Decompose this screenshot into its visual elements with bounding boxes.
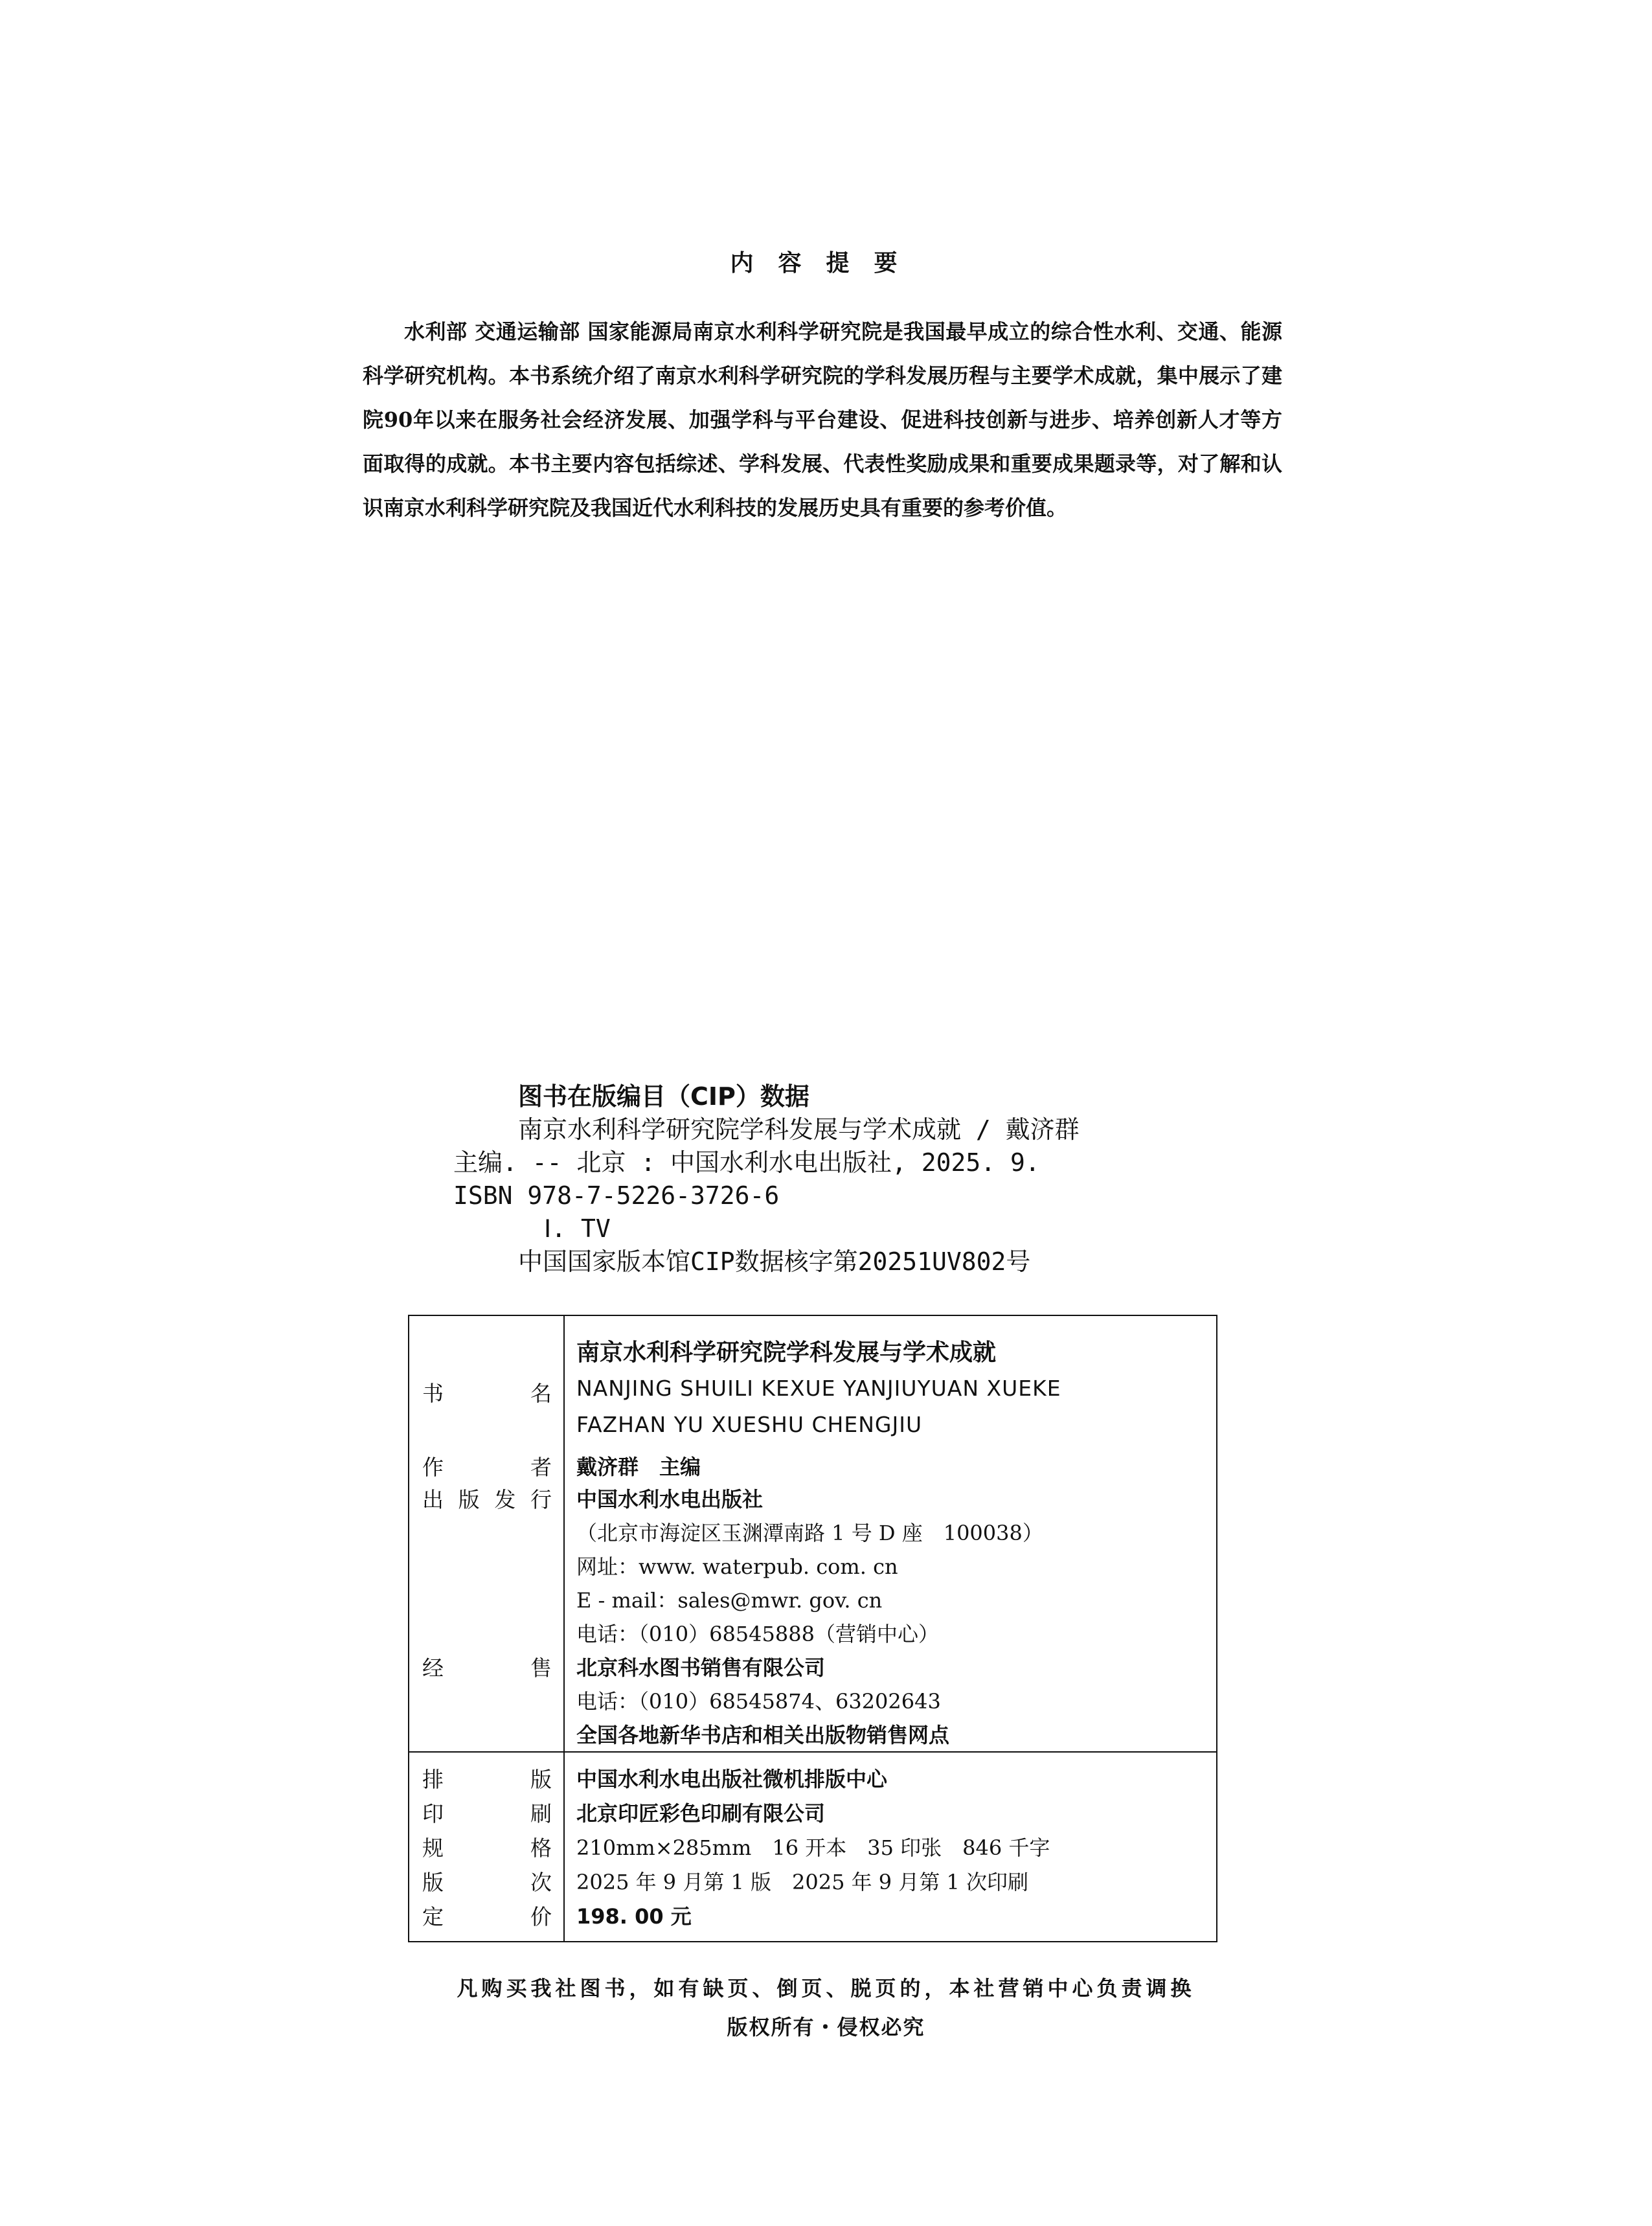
table-divider-horizontal xyxy=(409,1751,1216,1753)
label-edition: 版 次 xyxy=(422,1870,552,1895)
phone: 电话：（010）68545888（营销中心） xyxy=(576,1622,939,1646)
distributor-phone: 电话：（010）68545874、63202643 xyxy=(576,1689,941,1714)
cip-line-3: ISBN 978-7-5226-3726-6 xyxy=(453,1181,780,1210)
distributor-network: 全国各地新华书店和相关出版物销售网点 xyxy=(576,1723,950,1747)
footer-rights: 版权所有・侵权必究 xyxy=(727,2015,925,2039)
book-name-cn: 南京水利科学研究院学科发展与学术成就 xyxy=(576,1339,997,1366)
cip-block xyxy=(453,1080,1230,1278)
label-printing: 印 刷 xyxy=(422,1801,552,1826)
cip-line-5: 中国国家版本馆CIP数据核字第20251UV802号 xyxy=(518,1247,1031,1276)
label-typesetting: 排 版 xyxy=(422,1767,552,1792)
book-name-en-1: NANJING SHUILI KEXUE YANJIUYUAN XUEKE xyxy=(576,1376,1061,1401)
label-distributor: 经 售 xyxy=(422,1655,552,1681)
price-value: 198. 00 元 xyxy=(576,1904,692,1929)
typesetting-value: 中国水利水电出版社微机排版中心 xyxy=(576,1767,888,1791)
distributor-value: 北京科水图书销售有限公司 xyxy=(576,1655,826,1680)
label-author: 作 者 xyxy=(422,1455,552,1480)
summary-title: 内容提要 xyxy=(730,250,922,277)
label-book-name: 书 名 xyxy=(422,1381,552,1406)
printing-value: 北京印匠彩色印刷有限公司 xyxy=(576,1801,826,1826)
book-name-en-2: FAZHAN YU XUESHU CHENGJIU xyxy=(576,1412,923,1437)
edition-value: 2025 年 9 月第 1 版 2025 年 9 月第 1 次印刷 xyxy=(576,1870,1029,1894)
spec-value: 210mm×285mm 16 开本 35 印张 846 千字 xyxy=(576,1835,1050,1860)
publisher-address: （北京市海淀区玉渊潭南路 1 号 D 座 100038） xyxy=(576,1521,1043,1545)
cip-line-1: 南京水利科学研究院学科发展与学术成就 / 戴济群 xyxy=(518,1115,1080,1144)
summary-body xyxy=(363,310,1282,530)
website: 网址：www. waterpub. com. cn xyxy=(576,1554,898,1579)
publisher-value: 中国水利水电出版社 xyxy=(576,1487,764,1512)
email: E - mail：sales@mwr. gov. cn xyxy=(576,1588,883,1613)
table-divider-vertical xyxy=(563,1316,565,1941)
author-value: 戴济群 主编 xyxy=(576,1455,701,1479)
label-publisher: 出 版 发 行 xyxy=(422,1487,552,1512)
label-price: 定 价 xyxy=(422,1904,552,1929)
footer-note: 凡购买我社图书，如有缺页、倒页、脱页的，本社营销中心负责调换 xyxy=(457,1976,1195,2001)
summary-paragraph: 水利部 交通运输部 国家能源局南京水利科学研究院是我国最早成立的综合性水利、交通、能源科学研究机构。本书系统介绍了南京水利科学研究院的学科发展历程与主要学术成就，集中展示了建院90年以来在服务社会经济发展、加强学科与平台建设、促进科技创新与进步、培养创新人才等方面取得的成就。本书主要内容包括综述、学科发展、代表性奖励成果和重要成果题录等，对了解和认识南京水利科学研究院及我国近代水利科技的发展历史具有重要的参考价值。 xyxy=(363,319,1282,520)
cip-line-4: Ⅰ. TV xyxy=(544,1214,611,1243)
cip-heading: 图书在版编目（CIP）数据 xyxy=(518,1082,809,1111)
cip-line-2: 主编. -- 北京 : 中国水利水电出版社, 2025. 9. xyxy=(453,1148,1040,1177)
copyright-table xyxy=(408,1315,1217,1942)
label-spec: 规 格 xyxy=(422,1835,552,1861)
